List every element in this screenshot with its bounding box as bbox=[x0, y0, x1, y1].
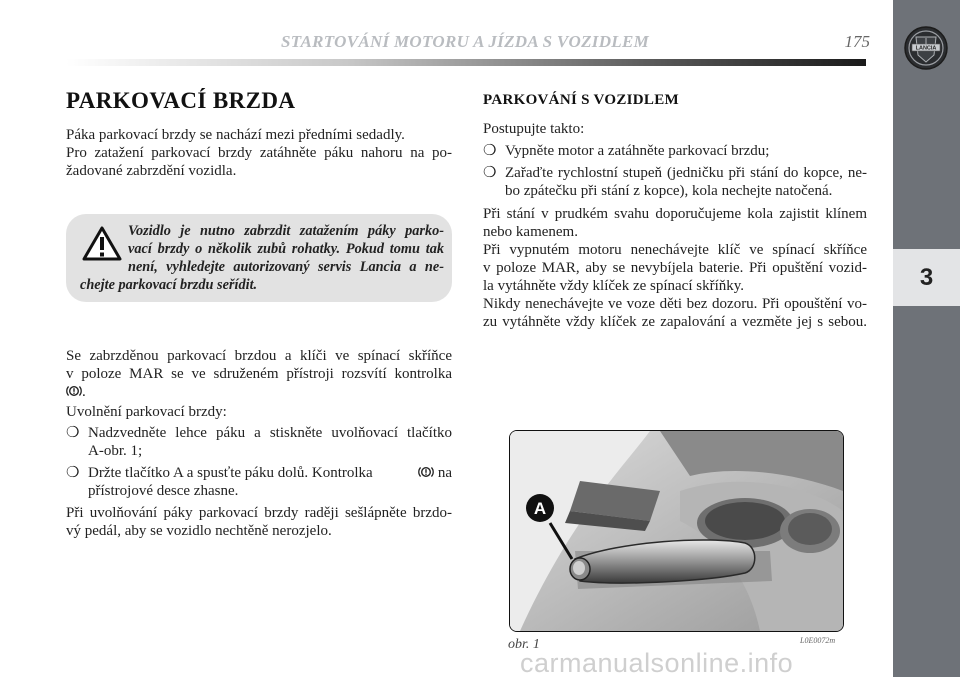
parking-brake-warning-light-icon bbox=[418, 465, 434, 479]
figure-caption: obr. 1 bbox=[508, 637, 540, 652]
parking-brake-illustration bbox=[510, 431, 843, 631]
page-number: 175 bbox=[844, 32, 870, 51]
section-title-parking: PARKOVÁNÍ S VOZIDLEM bbox=[483, 92, 679, 108]
warning-line-3: není, vyhledejte autorizovaný servis Lancia a ne- bbox=[128, 259, 444, 275]
parking-bullet-1-text: Vypněte motor a zatáhněte parkovací brzdu; bbox=[505, 143, 770, 159]
parking-bullet-2 bbox=[483, 164, 867, 200]
parking-body-line-5: la vytáhněte vždy klíček ze spínací skříňky. bbox=[483, 278, 745, 294]
release-heading: Uvolnění parkovací brzdy: bbox=[66, 404, 227, 420]
intro-line-2: Pro zatažení parkovací brzdy zatáhněte páku nahoru na po- bbox=[66, 145, 452, 161]
parking-body-line-7: zu vytáhněte vždy klíček ze zapalování a vezměte jej s sebou. bbox=[483, 314, 867, 330]
paragraph-2-line-3 bbox=[66, 383, 86, 401]
bullet-mark: ❍ bbox=[483, 165, 497, 181]
release-bullet-2-light bbox=[418, 464, 452, 482]
warning-text bbox=[128, 222, 444, 276]
lancia-logo-icon bbox=[903, 25, 949, 71]
running-title: STARTOVÁNÍ MOTORU A JÍZDA S VOZIDLEM bbox=[280, 32, 650, 51]
final-line-2: vý pedál, aby se vozidlo nechtěně nerozjelo. bbox=[66, 523, 332, 539]
parking-body-line-2: nebo kamenem. bbox=[483, 224, 578, 240]
parking-body-line-6: Nikdy nenechávejte ve voze děti bez dozoru. Při opouštění vo- bbox=[483, 296, 867, 312]
release-bullet-2-text-b: na bbox=[437, 465, 452, 481]
release-bullet-2 bbox=[66, 464, 452, 500]
warning-line-1: Vozidlo je nutno zabrzdit zatažením páky parko- bbox=[128, 223, 444, 239]
parking-body-line-4: v poloze MAR, aby se nevybíjela baterie. Při opuštění vozid- bbox=[483, 260, 867, 276]
parking-bullet-2-line-1: Zařaďte rychlostní stupeň (jedničku při stání do kopce, ne- bbox=[505, 165, 867, 181]
parking-body-line-1: Při stání v prudkém svahu doporučujeme kola zajistit klínem bbox=[483, 206, 867, 222]
header-rule bbox=[66, 59, 866, 66]
svg-text:LANCIA: LANCIA bbox=[915, 45, 937, 52]
intro-line-3: žadované zabrzdění vozidla. bbox=[66, 163, 237, 179]
parking-lead: Postupujte takto: bbox=[483, 121, 585, 137]
parking-brake-warning-light-icon bbox=[66, 384, 82, 398]
section-title-parking-brake: PARKOVACÍ BRZDA bbox=[66, 88, 296, 113]
warning-line-4: chejte parkovací brzdu seřídit. bbox=[80, 277, 258, 293]
figure-parking-brake-lever bbox=[509, 430, 844, 632]
final-line-1: Při uvolňování páky parkovací brzdy raději sešlápněte brzdo- bbox=[66, 505, 452, 521]
bullet-mark: ❍ bbox=[66, 465, 80, 481]
warning-line-2: vací brzdy o několik zubů rohatky. Pokud tomu tak bbox=[128, 241, 444, 257]
paragraph-2-line-2: v poloze MAR se ve sdruženém přístroji rozsvítí kontrolka bbox=[66, 366, 452, 382]
parking-bullet-2-line-2: bo zpátečku při stání z kopce), kola nechejte natočená. bbox=[505, 183, 833, 199]
figure-marker-a: A bbox=[533, 499, 547, 518]
parking-body-line-3: Při vypnutém motoru nenechávejte klíč ve spínací skříňce bbox=[483, 242, 867, 258]
watermark: carmanualsonline.info bbox=[520, 648, 794, 678]
release-bullet-2-line-1 bbox=[88, 464, 452, 482]
chapter-tab-bottom bbox=[893, 306, 960, 677]
release-bullet-2-text-a: Držte tlačítko A a spusťte páku dolů. Kontrolka bbox=[88, 465, 373, 481]
release-bullet-1-line-2: A-obr. 1; bbox=[88, 443, 143, 459]
release-bullet-2-line-2: přístrojové desce zhasne. bbox=[88, 483, 239, 499]
paragraph-2-line-1: Se zabrzděnou parkovací brzdou a klíči ve spínací skříňce bbox=[66, 348, 452, 364]
bullet-mark: ❍ bbox=[483, 143, 497, 159]
figure-code: L0E0072m bbox=[800, 636, 836, 645]
chapter-number: 3 bbox=[919, 264, 934, 291]
bullet-mark: ❍ bbox=[66, 425, 80, 441]
release-bullet-1-line-1: Nadzvedněte lehce páku a stiskněte uvolňovací tlačítko bbox=[88, 425, 452, 441]
intro-line-1: Páka parkovací brzdy se nachází mezi předními sedadly. bbox=[66, 127, 405, 143]
warning-triangle-icon bbox=[82, 226, 122, 262]
release-bullet-1 bbox=[66, 424, 452, 460]
paragraph-2-end: . bbox=[82, 384, 86, 400]
